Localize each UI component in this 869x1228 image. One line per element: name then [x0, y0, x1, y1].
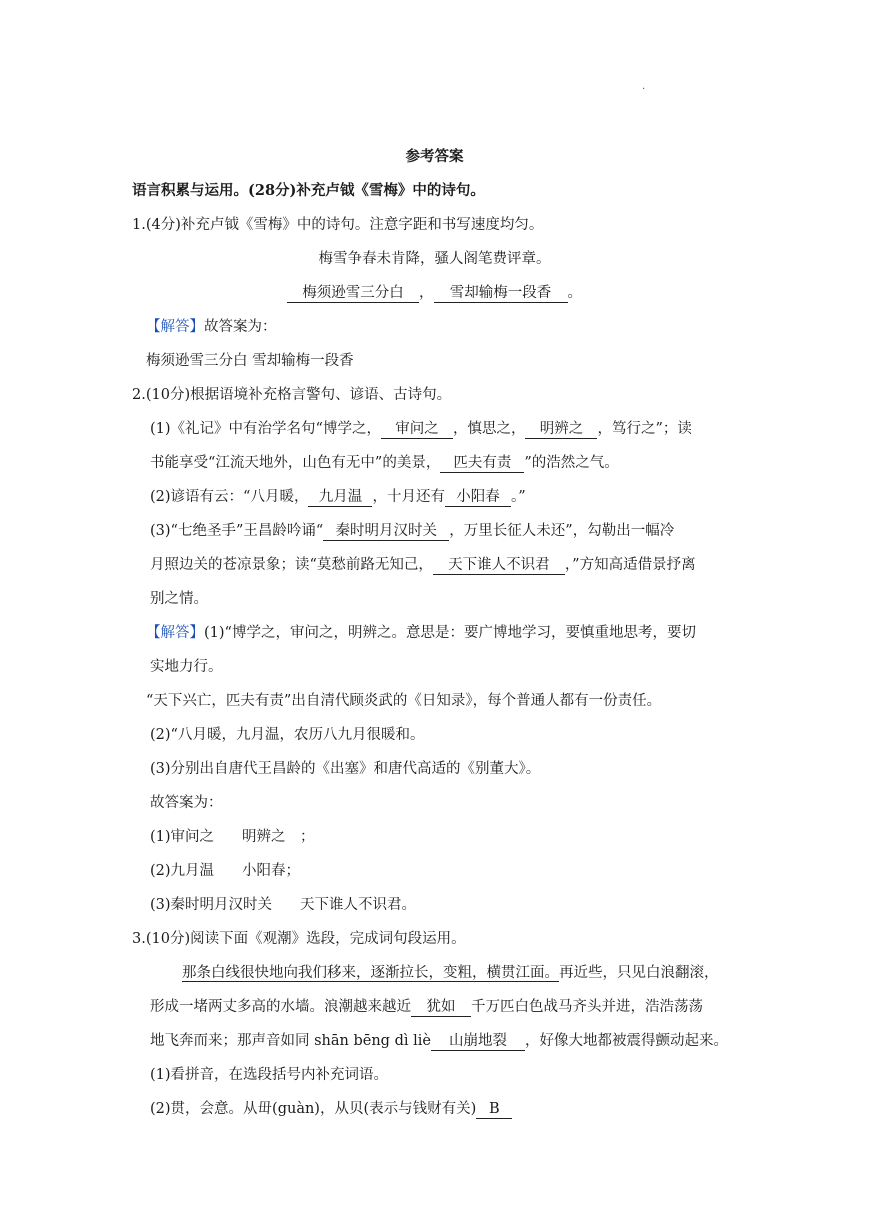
- q3-sub2-text: (2)贯，会意。从毌(guàn)，从贝(表示与钱财有关): [150, 1101, 477, 1117]
- q2-p1-text-d: ，笃行之”；读: [597, 421, 692, 437]
- q1-jieda-label: 【解答】: [146, 319, 204, 335]
- q2-p3-text-c: ，万里长征人未还”，勾勒出一幅冷: [449, 523, 675, 539]
- q1-answer-b: 雪却输梅一段香: [434, 284, 568, 303]
- q2-blank-6: 秦时明月汉时关: [323, 522, 449, 541]
- q3-para-line3: [150, 1031, 728, 1051]
- q2-jieda-line3: “天下兴亡，匹夫有责”出自清代顾炎武的《日知录》，每个普通人都有一份责任。: [146, 693, 662, 709]
- q2-stem: 2.(10分)根据语境补充格言警句、谚语、古诗句。: [132, 387, 452, 403]
- q3-blank-1: 犹如: [411, 998, 471, 1017]
- q2-p2-line: [150, 487, 526, 507]
- q2-p3-text-d: 月照边关的苍凉景象；读“莫愁前路无知己，: [150, 557, 433, 573]
- q2-jieda-label: 【解答】: [146, 625, 204, 641]
- q3-para-text-c: 千万匹白色战马齐头并进，浩浩荡荡: [471, 999, 703, 1015]
- q2-p3-text-a: (3)“七绝圣手”王昌龄吟诵“: [150, 523, 324, 539]
- q2-p2-text-c: ，十月还有: [372, 489, 445, 505]
- q3-blank-2: 山崩地裂: [431, 1032, 525, 1051]
- q3-sub2-answer: B: [476, 1100, 512, 1119]
- q2-blank-3: 匹夫有责: [440, 454, 524, 473]
- q2-ans2-a: (2)九月温: [150, 863, 215, 879]
- q2-p2-text-a: (2)谚语有云：“八月暖，: [150, 489, 309, 505]
- q2-blank-2: 明辨之: [525, 420, 597, 439]
- q3-para-line1: [182, 963, 719, 983]
- q2-p1-line1: [150, 419, 692, 439]
- q2-p3-line2: [150, 555, 696, 575]
- q1-answer-line: [0, 283, 869, 303]
- q2-ans1-a: (1)审问之: [150, 829, 215, 845]
- q2-p1-text-a: (1)《礼记》中有治学名句“博学之，: [150, 421, 381, 437]
- q1-sep: ，: [419, 285, 434, 301]
- q2-ans2-b: 小阳春；: [242, 863, 301, 879]
- q2-p3-line3: 别之情。: [150, 591, 208, 607]
- q2-jieda-line5: (3)分别出自唐代王昌龄的《出塞》和唐代高适的《别董大》。: [150, 761, 541, 777]
- q3-para-text-a: 再近些，只见白浪翻滚，: [559, 965, 719, 981]
- q1-stem: 1.(4分)补充卢钺《雪梅》中的诗句。注意字距和书写速度均匀。: [132, 217, 544, 233]
- q2-answer-row-3: [150, 895, 416, 915]
- q2-p2-text-d: 。”: [510, 489, 526, 505]
- q1-answer-a: 梅须逊雪三分白: [287, 284, 419, 303]
- q2-p1-text-c: ，慎思之，: [452, 421, 526, 437]
- q2-jieda-line1: [146, 623, 696, 643]
- section-heading: 语言积累与运用。(28分)补充卢钺《雪梅》中的诗句。: [132, 182, 485, 199]
- q2-blank-5: 小阳春: [445, 488, 511, 507]
- q2-p3-text-e: ，”方知高适借景抒离: [564, 557, 696, 573]
- q2-p3-line1: [150, 521, 674, 541]
- q2-jieda-line2: 实地力行。: [150, 659, 223, 675]
- q3-sub2: [150, 1099, 512, 1119]
- q1-jieda-text: 故答案为：: [204, 319, 277, 335]
- q2-jieda-text-1: (1)“博学之，审问之，明辨之。意思是：要广博地学习，要慎重地思考，要切: [204, 625, 696, 641]
- q2-answers-label: 故答案为：: [150, 795, 223, 811]
- page-dot: ·: [642, 84, 646, 95]
- q3-sub1: (1)看拼音，在选段括号内补充词语。: [150, 1067, 389, 1083]
- q2-ans3-b: 天下谁人不识君。: [300, 897, 417, 913]
- q1-final: 梅须逊雪三分白 雪却输梅一段香: [146, 353, 354, 369]
- q3-underlined-sentence: 那条白线很快地向我们移来，逐渐拉长，变粗，横贯江面。: [182, 965, 559, 981]
- q2-ans1-b: 明辨之 ；: [242, 829, 315, 845]
- q3-para-text-b: 形成一堵两丈多高的水墙。浪潮越来越近: [150, 999, 411, 1015]
- q3-para-text-e: ，好像大地都被震得颤动起来。: [524, 1033, 728, 1049]
- q2-answer-row-2: [150, 861, 300, 881]
- q2-jieda-line4: (2)“八月暖，九月温，农历八九月很暖和。: [150, 727, 425, 743]
- q2-p1-text-e: 书能享受“江流天地外，山色有无中”的美景，: [150, 455, 441, 471]
- q2-blank-7: 天下谁人不识君: [433, 556, 565, 575]
- q2-p1-line2: [150, 453, 619, 473]
- q1-poem-line: 梅雪争春未肯降，骚人阁笔费评章。: [318, 251, 551, 267]
- page-title: 参考答案: [405, 148, 464, 165]
- q2-blank-1: 审问之: [381, 420, 453, 439]
- q2-answer-row-1: [150, 827, 315, 847]
- q2-ans3-a: (3)秦时明月汉时关: [150, 897, 273, 913]
- q3-stem: 3.(10分)阅读下面《观潮》选段，完成词句段运用。: [132, 931, 466, 947]
- q3-para-line2: [150, 997, 703, 1017]
- q2-p1-text-f: ”的浩然之气。: [524, 455, 619, 471]
- q2-blank-4: 九月温: [308, 488, 372, 507]
- q1-jieda: [146, 317, 277, 337]
- q1-end: 。: [567, 285, 582, 301]
- q3-para-text-d: 地飞奔而来；那声音如同 shān bēng dì liè: [150, 1033, 431, 1049]
